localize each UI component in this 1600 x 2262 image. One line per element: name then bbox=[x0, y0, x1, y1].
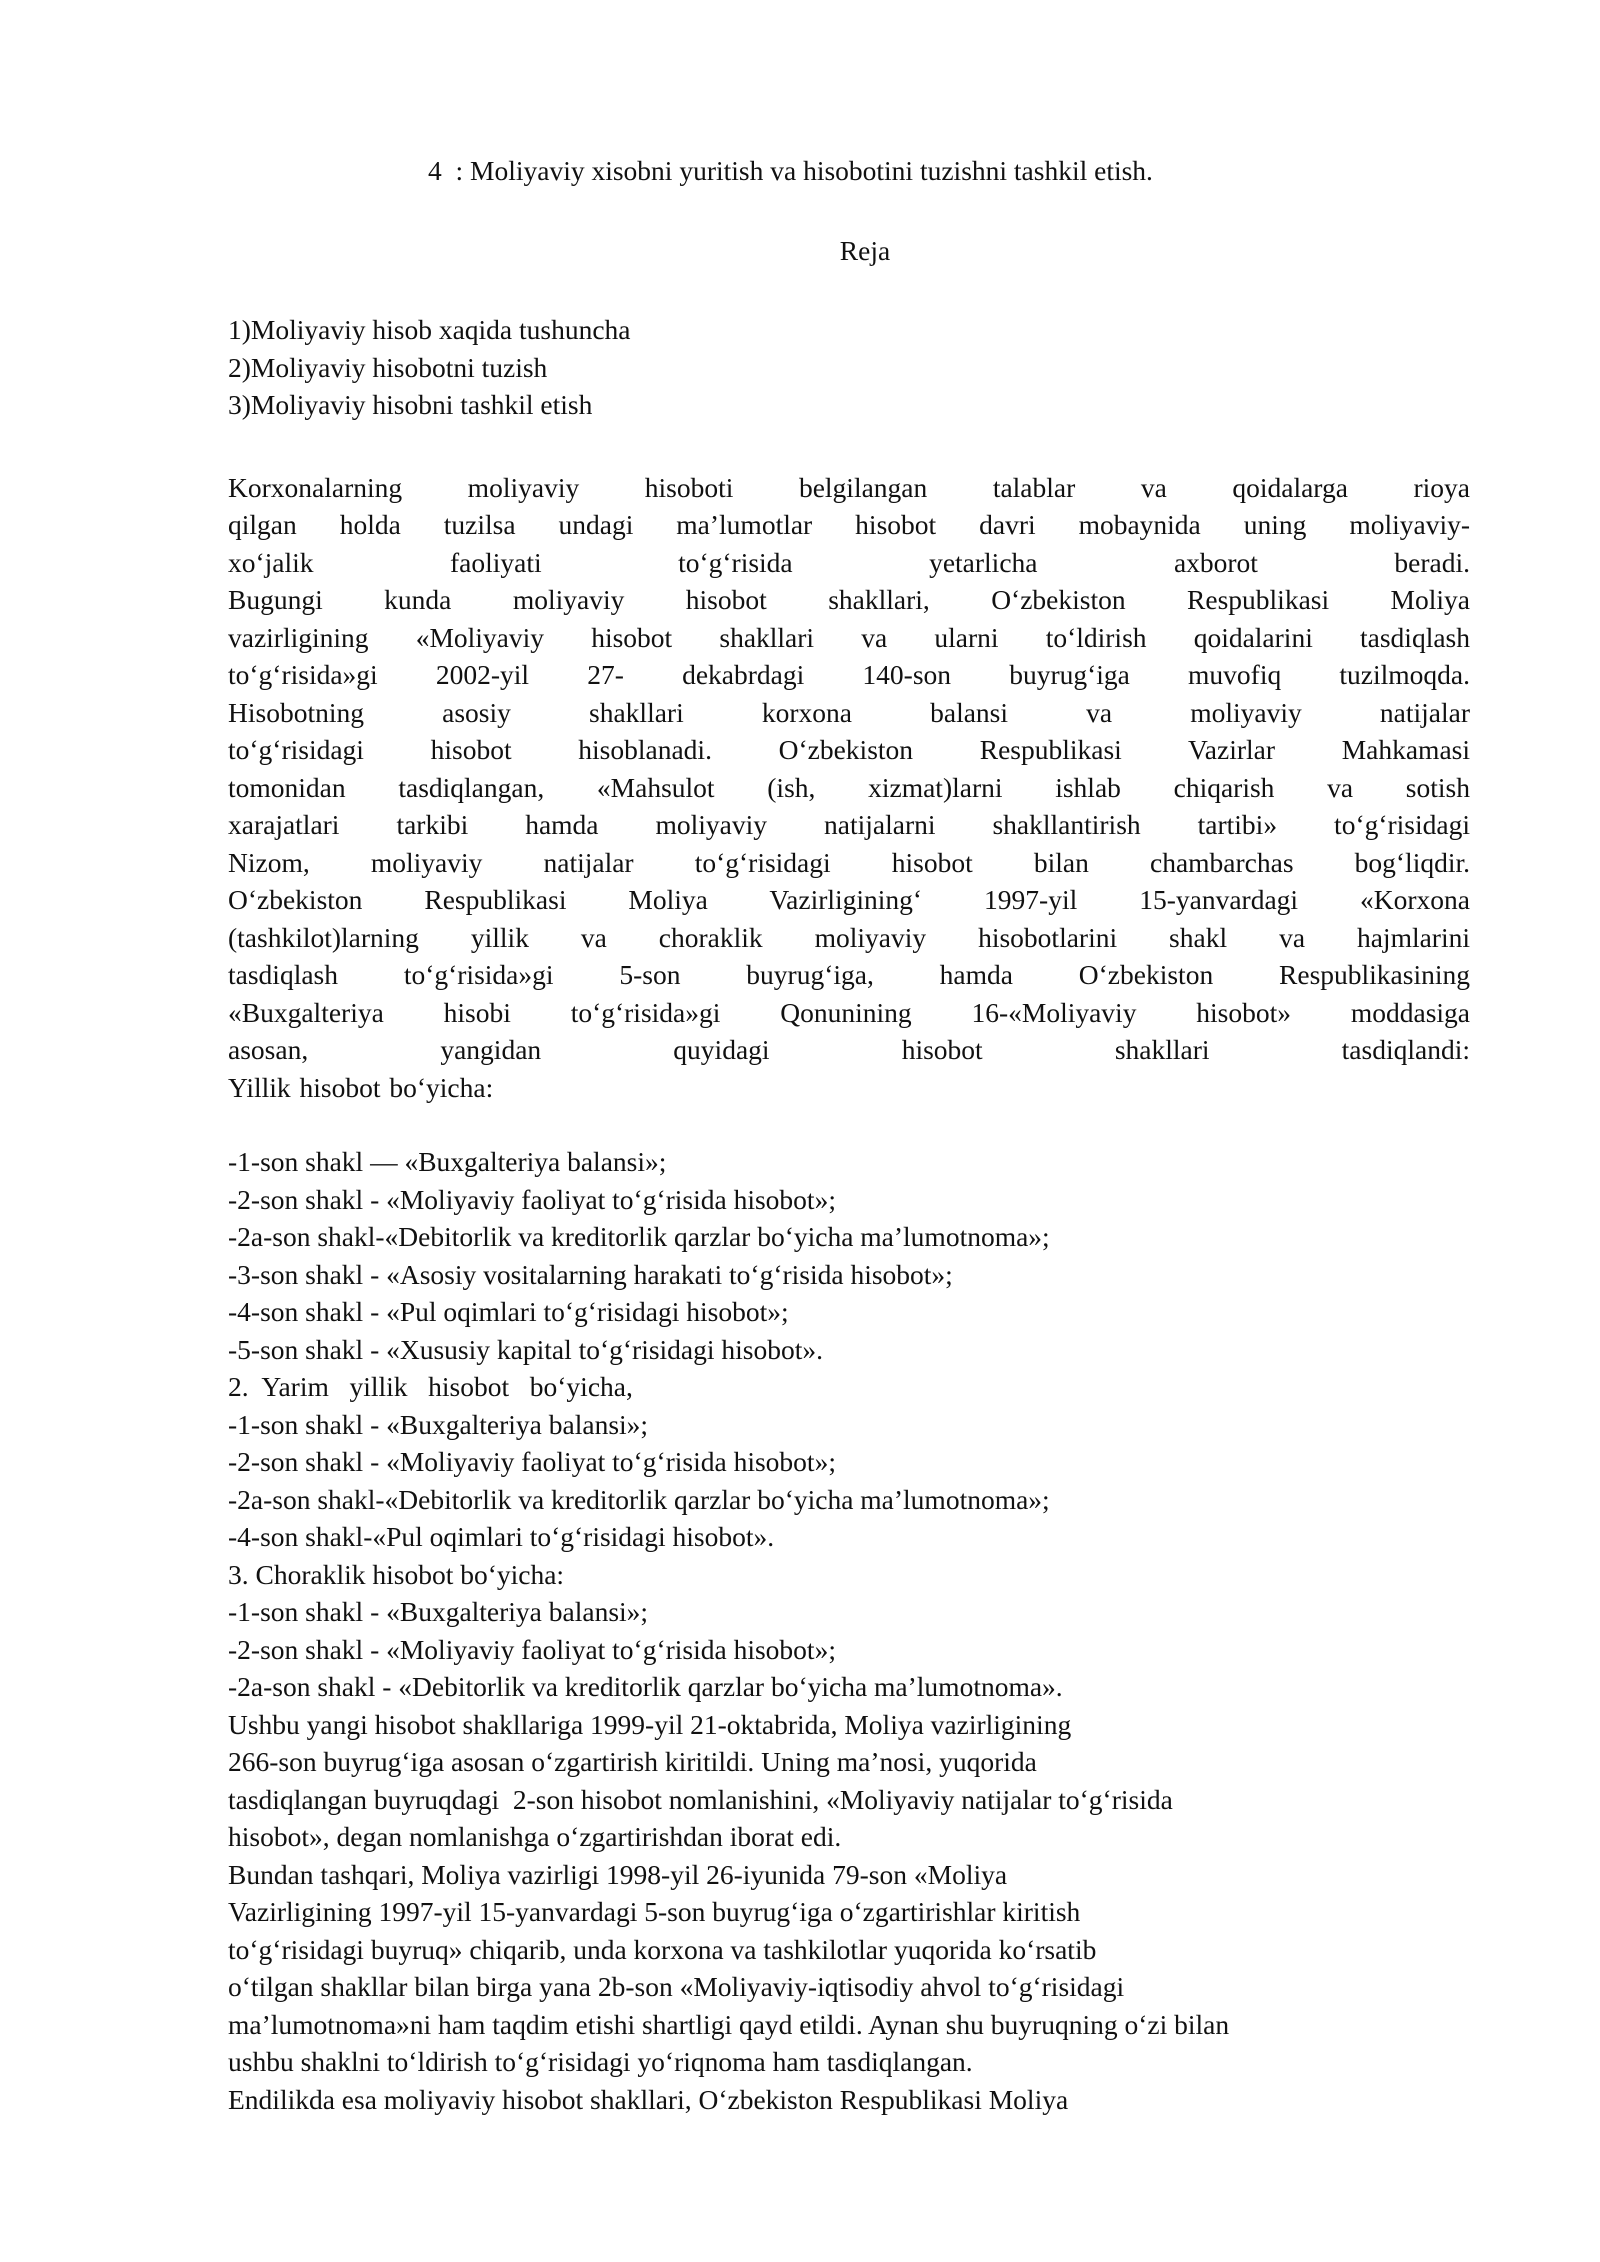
body-line: tomonidan tasdiqlangan, «Mahsulot (ish, xizmat)larni ishlab chiqarish va sotish bbox=[228, 771, 1470, 803]
body-line: Bugungi kunda moliyaviy hisobot shakllari, O‘zbekiston Respublikasi Moliya bbox=[228, 584, 1470, 615]
list-line: -1-son shakl - «Buxgalteriya balansi»; bbox=[228, 1408, 649, 1440]
list-line: tasdiqlangan buyruqdagi 2-son hisobot nomlanishini, «Moliyaviy natijalar to‘g‘risida bbox=[228, 1783, 1173, 1815]
list-line: -2a-son shakl - «Debitorlik va kreditorlik qarzlar bo‘yicha ma’lumotnoma». bbox=[228, 1671, 1063, 1702]
list-line: ma’lumotnoma»ni ham taqdim etishi shartligi qayd etildi. Aynan shu buyruqning o‘zi bilan bbox=[228, 2008, 1230, 2040]
list-line: -2-son shakl - «Moliyaviy faoliyat to‘g‘risida hisobot»; bbox=[228, 1183, 836, 1215]
list-line: Ushbu yangi hisobot shakllariga 1999-yil 21-oktabrida, Moliya vazirligining bbox=[228, 1708, 1072, 1740]
list-line: -1-son shakl - «Buxgalteriya balansi»; bbox=[228, 1596, 649, 1627]
list-line: -2-son shakl - «Moliyaviy faoliyat to‘g‘risida hisobot»; bbox=[228, 1446, 836, 1477]
list-line: -2-son shakl - «Moliyaviy faoliyat to‘g‘risida hisobot»; bbox=[228, 1633, 836, 1665]
list-line: Bundan tashqari, Moliya vazirligi 1998-yil 26-iyunida 79-son «Moliya bbox=[228, 1858, 1008, 1890]
body-line: (tashkilot)larning yillik va choraklik moliyaviy hisobotlarini shakl va hajmlarini bbox=[228, 921, 1470, 953]
list-line: to‘g‘risidagi buyruq» chiqarib, unda korxona va tashkilotlar yuqorida ko‘rsatib bbox=[228, 1933, 1097, 1965]
report-forms-list bbox=[228, 1143, 1470, 2118]
list-line: 266-son buyrug‘iga asosan o‘zgartirish kiritildi. Uning ma’nosi, yuqorida bbox=[228, 1746, 1037, 1777]
list-line: -2a-son shakl-«Debitorlik va kreditorlik qarzlar bo‘yicha ma’lumotnoma»; bbox=[228, 1221, 1050, 1252]
list-line: -1-son shakl — «Buxgalteriya balansi»; bbox=[228, 1146, 667, 1177]
plan-heading: Reja bbox=[839, 234, 891, 266]
body-line: «Buxgalteriya hisobi to‘g‘risida»gi Qonunining 16-«Moliyaviy hisobot» moddasiga bbox=[228, 996, 1470, 1028]
list-line: o‘tilgan shakllar bilan birga yana 2b-son «Moliyaviy-iqtisodiy ahvol to‘g‘risidagi bbox=[228, 1971, 1125, 2002]
list-line: -5-son shakl - «Xususiy kapital to‘g‘risidagi hisobot». bbox=[228, 1333, 824, 1365]
body-line: qilgan holda tuzilsa undagi ma’lumotlar hisobot davri mobaynida uning moliyaviy- bbox=[228, 509, 1470, 540]
list-line: -4-son shakl-«Pul oqimlari to‘g‘risidagi hisobot». bbox=[228, 1521, 775, 1552]
list-line: 3. Choraklik hisobot bo‘yicha: bbox=[228, 1558, 565, 1590]
body-line: to‘g‘risida»gi 2002-yil 27- dekabrdagi 140-son buyrug‘iga muvofiq tuzilmoqda. bbox=[228, 659, 1470, 690]
list-line: -4-son shakl - «Pul oqimlari to‘g‘risidagi hisobot»; bbox=[228, 1296, 789, 1327]
list-line: 2. Yarim yillik hisobot bo‘yicha, bbox=[228, 1371, 633, 1402]
plan-item: 1)Moliyaviy hisob xaqida tushuncha bbox=[228, 314, 631, 345]
body-line: tasdiqlash to‘g‘risida»gi 5-son buyrug‘iga, hamda O‘zbekiston Respublikasining bbox=[228, 959, 1470, 990]
body-line: Nizom, moliyaviy natijalar to‘g‘risidagi hisobot bilan chambarchas bog‘liqdir. bbox=[228, 846, 1470, 878]
body-line: Hisobotning asosiy shakllari korxona balansi va moliyaviy natijalar bbox=[228, 696, 1470, 728]
plan-list bbox=[228, 311, 1470, 424]
body-line: O‘zbekiston Respublikasi Moliya Vazirligining‘ 1997-yil 15-yanvardagi «Korxona bbox=[228, 884, 1470, 915]
body-line: asosan, yangidan quyidagi hisobot shakllari tasdiqlandi: bbox=[228, 1034, 1470, 1065]
body-paragraph bbox=[228, 469, 1470, 1107]
body-line: Korxonalarning moliyaviy hisoboti belgilangan talablar va qoidalarga rioya bbox=[228, 471, 1470, 503]
body-line: xarajatlari tarkibi hamda moliyaviy natijalarni shakllantirish tartibi» to‘g‘risidagi bbox=[228, 809, 1470, 840]
document-page bbox=[228, 152, 1470, 2118]
list-line: Endilikda esa moliyaviy hisobot shakllari, O‘zbekiston Respublikasi Moliya bbox=[228, 2083, 1069, 2115]
plan-item: 2)Moliyaviy hisobotni tuzish bbox=[228, 351, 548, 383]
body-line: to‘g‘risidagi hisobot hisoblanadi. O‘zbekiston Respublikasi Vazirlar Mahkamasi bbox=[228, 734, 1470, 765]
list-line: -3-son shakl - «Asosiy vositalarning harakati to‘g‘risida hisobot»; bbox=[228, 1258, 953, 1290]
list-line: hisobot», degan nomlanishga o‘zgartirishdan iborat edi. bbox=[228, 1821, 842, 1852]
plan-item: 3)Moliyaviy hisobni tashkil etish bbox=[228, 389, 593, 420]
body-line: xo‘jalik faoliyati to‘g‘risida yetarlicha axborot beradi. bbox=[228, 546, 1470, 578]
body-line: Yillik hisobot bo‘yicha: bbox=[228, 1071, 494, 1103]
list-line: Vazirligining 1997-yil 15-yanvardagi 5-son buyrug‘iga o‘zgartirishlar kiritish bbox=[228, 1896, 1081, 1927]
list-line: -2a-son shakl-«Debitorlik va kreditorlik qarzlar bo‘yicha ma’lumotnoma»; bbox=[228, 1483, 1050, 1515]
body-line: vazirligining «Moliyaviy hisobot shakllari va ularni to‘ldirish qoidalarini tasdiqlash bbox=[228, 621, 1470, 653]
list-line: ushbu shaklni to‘ldirish to‘g‘risidagi yo‘riqnoma ham tasdiqlangan. bbox=[228, 2046, 973, 2077]
document-title: 4 : Moliyaviy xisobni yuritish va hisobotini tuzishni tashkil etish. bbox=[428, 155, 1153, 186]
